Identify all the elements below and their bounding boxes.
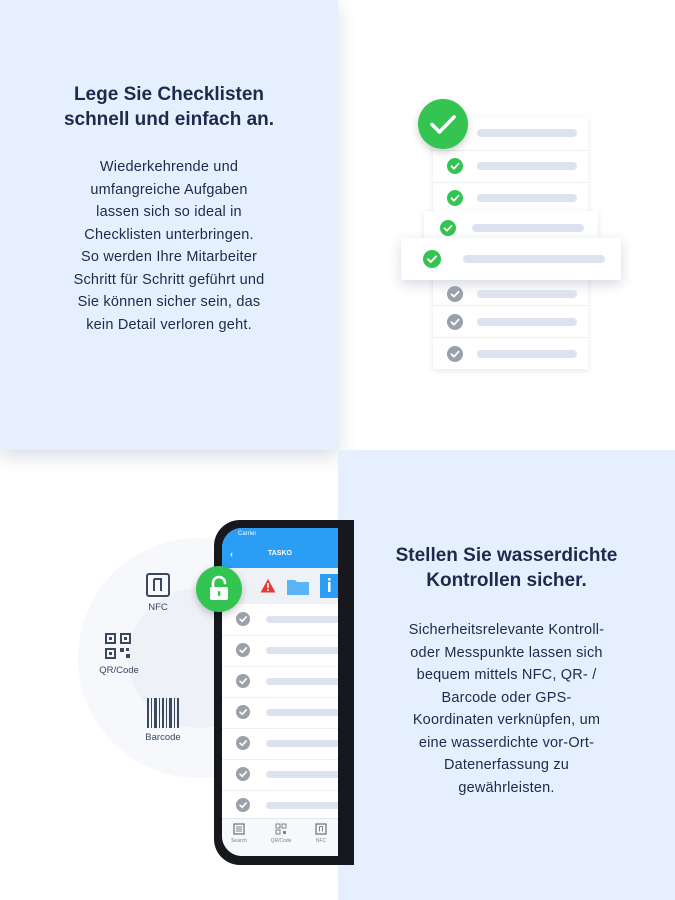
phone-app-title: TASKO — [268, 550, 292, 557]
nfc-label: NFC — [148, 602, 168, 613]
checklists-description-line: So werden Ihre Mitarbeiter — [80, 249, 258, 265]
check-icon — [236, 767, 250, 781]
check-icon — [447, 286, 463, 302]
qr-code-label: QR/Code — [99, 665, 139, 676]
checklists-description-line: Wiederkehrende und — [99, 159, 239, 175]
phone-list-bar — [266, 709, 338, 716]
controls-description-line: eine wasserdichte vor-Ort- — [418, 734, 595, 751]
checklist-row-bar — [477, 162, 577, 170]
phone-app-bar — [222, 542, 338, 568]
phone-list-item[interactable] — [222, 666, 338, 698]
phone-list-item[interactable] — [222, 697, 338, 729]
nfc-icon — [145, 572, 171, 598]
controls-description-line: Sicherheitsrelevante Kontroll- — [408, 622, 605, 638]
search-icon — [233, 823, 245, 835]
folder-icon[interactable] — [286, 576, 310, 596]
controls-description — [350, 619, 663, 799]
checklist-row-bar — [477, 290, 577, 298]
controls-description-line: Koordinaten verknüpfen, um — [412, 712, 601, 728]
tab-nfc-label: NFC — [315, 838, 327, 844]
check-icon — [236, 643, 250, 657]
checklist-row-bar — [477, 129, 577, 137]
checklists-heading-line: schnell und einfach an. — [63, 109, 275, 130]
checklists-description-line: Checklisten unterbringen. — [84, 226, 254, 243]
phone-list-item[interactable] — [222, 635, 338, 667]
controls-description-line: oder Messpunkte lassen sich — [410, 644, 603, 661]
back-arrow-icon[interactable]: ‹ — [230, 549, 233, 559]
phone-list-bar — [266, 740, 338, 747]
checklists-heading — [20, 82, 318, 132]
checklist-row-bar — [472, 224, 584, 232]
check-icon — [418, 99, 468, 149]
check-icon — [236, 736, 250, 750]
info-icon[interactable] — [320, 574, 338, 598]
qr-code-icon — [104, 632, 132, 660]
phone-tab-bar — [222, 818, 338, 856]
tab-qr-code[interactable] — [266, 823, 296, 844]
checklist-row — [433, 305, 588, 338]
check-icon — [447, 314, 463, 330]
phone-list-item[interactable] — [222, 728, 338, 760]
nfc-icon — [315, 823, 327, 835]
check-icon — [423, 250, 441, 268]
check-icon — [447, 158, 463, 174]
controls-heading-line: Kontrollen sicher. — [426, 570, 587, 591]
check-icon — [440, 220, 456, 236]
tab-search-label: Search — [231, 838, 247, 844]
check-icon — [236, 705, 250, 719]
warning-icon[interactable] — [260, 578, 276, 594]
barcode-label: Barcode — [145, 732, 181, 743]
phone-list-bar — [266, 616, 338, 623]
phone-list-item[interactable] — [222, 759, 338, 791]
controls-description-line: Datenerfassung zu — [443, 757, 570, 773]
controls-description-line: bequem mittels NFC, QR- / — [416, 667, 597, 683]
controls-description-line: gewährleisten. — [458, 779, 555, 796]
check-icon — [236, 612, 250, 626]
controls-description-line: Barcode oder GPS- — [441, 689, 572, 706]
phone-list-bar — [266, 771, 338, 778]
check-icon — [236, 674, 250, 688]
controls-heading — [350, 543, 663, 593]
checklists-description-line: lassen sich so ideal in — [96, 204, 242, 220]
checklists-description-line: kein Detail verloren geht. — [86, 316, 252, 333]
phone-list-bar — [266, 802, 338, 809]
checklist-row-highlighted — [401, 238, 621, 280]
tab-qr-code-label: QR/Code — [270, 838, 292, 844]
checklists-heading-line: Lege Sie Checklisten — [73, 84, 265, 105]
controls-heading-line: Stellen Sie wasserdichte — [395, 545, 618, 566]
checklist-row-bar — [463, 255, 605, 263]
checklist-row-bar — [477, 350, 577, 358]
phone-status-bar — [222, 528, 338, 542]
checklist-row-bar — [477, 318, 577, 326]
checklists-description-line: umfangreiche Aufgaben — [90, 181, 248, 198]
check-icon — [447, 190, 463, 206]
qr-code-icon — [275, 823, 287, 835]
lock-open-icon — [196, 566, 242, 612]
check-icon — [236, 798, 250, 812]
checklist-row — [433, 337, 588, 370]
barcode-icon — [146, 698, 180, 728]
tab-search[interactable] — [224, 823, 254, 844]
phone-status-text: Carrier — [238, 531, 257, 537]
checklist-row-bar — [477, 194, 577, 202]
checklist-row — [433, 150, 588, 183]
phone-list-bar — [266, 647, 338, 654]
tab-nfc[interactable] — [306, 823, 336, 844]
checklists-description — [22, 156, 316, 336]
check-icon — [447, 346, 463, 362]
phone-list-bar — [266, 678, 338, 685]
phone-list-item[interactable] — [222, 790, 338, 821]
checklists-description-line: Schritt für Schritt geführt und — [73, 271, 265, 288]
checklists-description-line: Sie können sicher sein, das — [77, 294, 261, 310]
